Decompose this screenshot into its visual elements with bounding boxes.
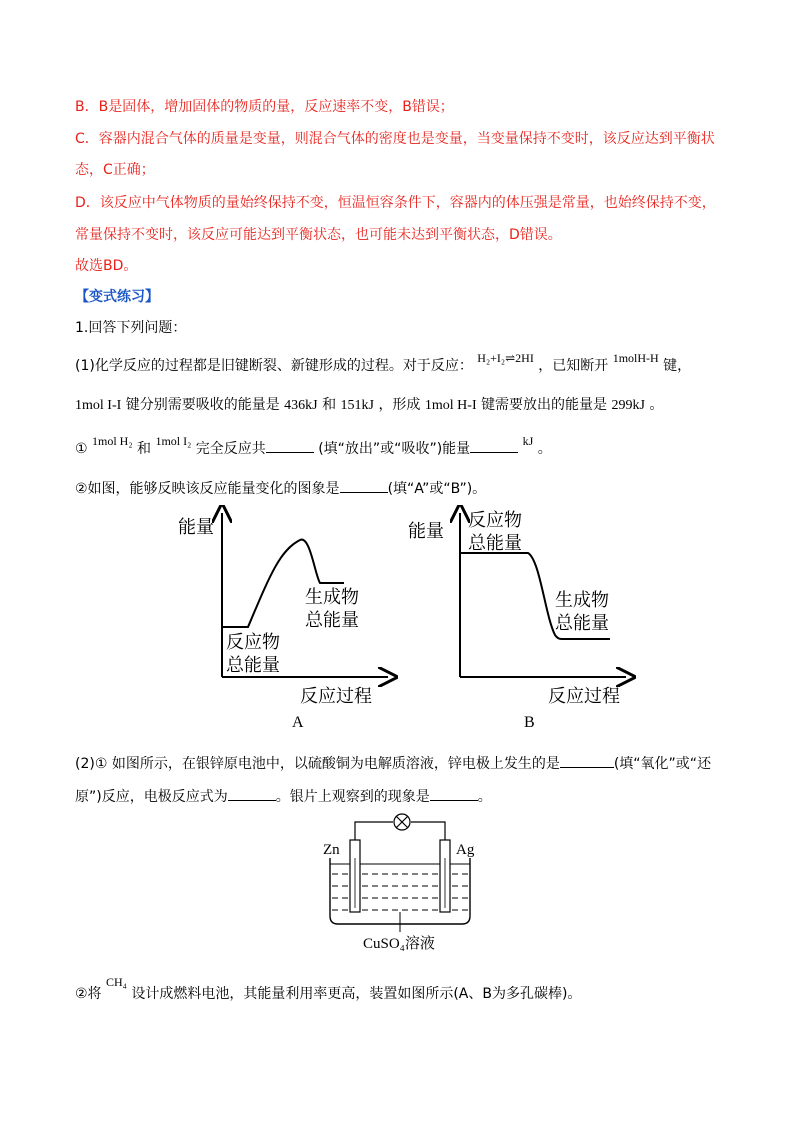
period: 。: [537, 441, 552, 457]
reactant-label-2: 总能量: [226, 655, 280, 676]
question-part1-line2: [75, 395, 663, 416]
part2-text-a: (2)① 如图所示，在银锌原电池中，以硫酸铜为电解质溶液，锌电极上发生的是: [75, 756, 560, 772]
product-label-2: 总能量: [555, 613, 609, 634]
question-intro: 1.回答下列问题：: [75, 320, 187, 336]
energy-436: 436kJ: [284, 398, 318, 413]
hh-bond-value: 1molH-H: [612, 351, 659, 365]
sub-question-1: [75, 434, 552, 459]
and-text-2: 和: [137, 441, 151, 457]
graph-caption: A: [292, 714, 304, 731]
reactant-label-1: 反应物: [468, 510, 522, 531]
lamp-icon: [394, 814, 410, 830]
i2-amount: 1mol I₂: [155, 434, 192, 448]
answer-blank[interactable]: [266, 438, 314, 453]
part2b-line: [75, 975, 582, 1004]
x-label: 反应过程: [548, 686, 620, 707]
energy-299: 299kJ: [611, 398, 645, 413]
y-label: 能量: [178, 517, 214, 538]
energy-graph-a: [160, 505, 410, 735]
and-text: 和: [322, 397, 337, 413]
energy-151: 151kJ: [340, 398, 374, 413]
bond-energy-text: 键分别需要吸收的能量是: [125, 397, 280, 413]
analysis-option-b: B．B是固体，增加固体的物质的量，反应速率不变，B错误；: [75, 99, 454, 115]
part2b-text: 设计成燃料电池，其能量利用率更高，装置如图所示(A、B为多孔碳棒)。: [131, 986, 582, 1002]
complete-reaction-text: 完全反应共: [195, 441, 266, 457]
product-label-1: 生成物: [555, 590, 609, 611]
sub-question-2-text: ②如图，能够反映该反应能量变化的图象是: [75, 481, 340, 497]
galvanic-cell-diagram: [315, 808, 495, 956]
ag-label: Ag: [456, 842, 475, 858]
product-label-1: 生成物: [305, 587, 359, 608]
circled-1: ①: [75, 441, 88, 457]
part2-line1: [75, 753, 711, 774]
h2-amount: 1mol H₂: [92, 434, 133, 448]
period: 。: [649, 397, 664, 413]
part1-text-a: (1)化学反应的过程都是旧键断裂、新键形成的过程。对于反应：: [75, 358, 473, 374]
part2-text-c: 原”)反应，电极反应式为: [75, 789, 228, 805]
answer-blank[interactable]: [430, 786, 478, 801]
answer-blank[interactable]: [470, 438, 518, 453]
ch4-formula: CH₄: [106, 975, 127, 989]
y-label: 能量: [408, 521, 444, 542]
reactant-label-1: 反应物: [226, 632, 280, 653]
sub-question-2: [75, 478, 486, 499]
zn-label: Zn: [323, 842, 340, 858]
part2b-start: ②将: [75, 986, 102, 1002]
part2-text-b: (填“氧化”或“还: [613, 756, 712, 772]
part2-text-d: 。银片上观察到的现象是: [275, 789, 430, 805]
ii-bond: 1mol I-I: [75, 398, 122, 413]
analysis-option-d-line1: D．该反应中气体物质的量始终保持不变，恒温恒容条件下，容器内的体压强是常量，也始终保持不变，: [75, 195, 716, 211]
question-part1-line1: [75, 351, 692, 376]
analysis-option-d-line2: 常量保持不变时，该反应可能达到平衡状态，也可能未达到平衡状态，D错误。: [75, 227, 562, 243]
product-label-2: 总能量: [305, 610, 359, 631]
answer-line: 故选BD。: [75, 258, 138, 274]
answer-blank[interactable]: [560, 753, 614, 768]
answer-blank[interactable]: [228, 786, 276, 801]
energy-graph-b: [400, 505, 650, 735]
section-title: 【变式练习】: [75, 289, 159, 305]
answer-blank[interactable]: [340, 478, 388, 493]
part1-text-b: ，已知断开: [538, 358, 609, 374]
x-label: 反应过程: [300, 686, 372, 707]
unit-kj: kJ: [522, 434, 534, 448]
analysis-option-c-line2: 态，C正确；: [75, 162, 155, 178]
release-text: 键需要放出的能量是: [481, 397, 608, 413]
hi-bond: 1mol H-I: [424, 398, 477, 413]
part1-text-c: 键，: [663, 358, 692, 374]
reaction-formula: H₂+I₂⇌2HI: [477, 351, 534, 365]
graph-caption: B: [524, 714, 535, 731]
fill-hint-ab: (填“A”或“B”)。: [387, 481, 487, 497]
form-text: ，形成: [378, 397, 421, 413]
solution-label: CuSO₄溶液: [363, 936, 435, 952]
part2-line2: [75, 786, 492, 807]
fill-hint: (填“放出”或“吸收”)能量: [318, 441, 471, 457]
analysis-option-c-line1: C．容器内混合气体的质量是变量，则混合气体的密度也是变量，当变量保持不变时，该反应达到平衡状: [75, 131, 715, 147]
period: 。: [477, 789, 492, 805]
reactant-label-2: 总能量: [468, 533, 522, 554]
